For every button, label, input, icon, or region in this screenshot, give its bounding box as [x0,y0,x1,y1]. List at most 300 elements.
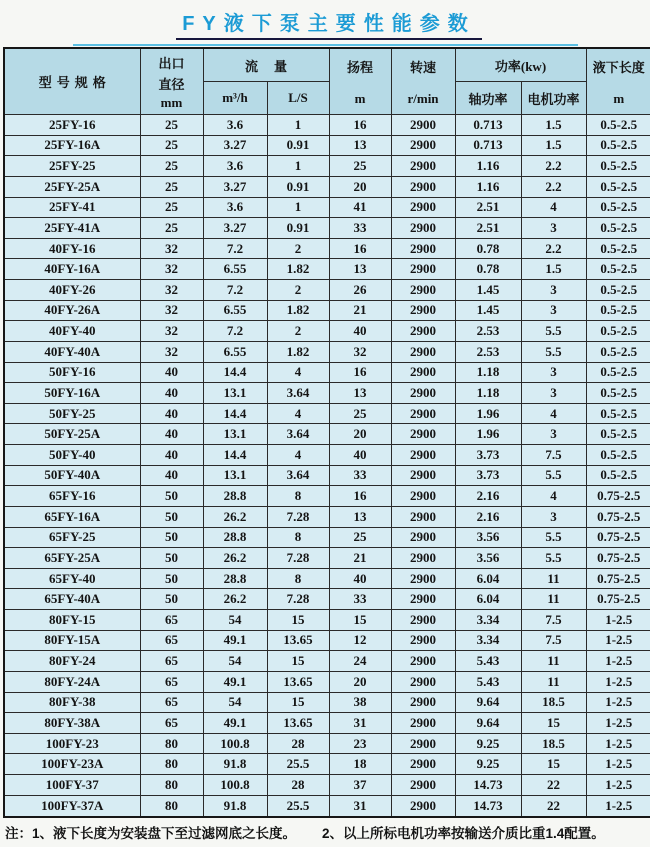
value-cell: 50 [140,486,203,507]
value-cell: 3.6 [203,115,267,136]
value-cell: 0.78 [455,238,521,259]
value-cell: 0.5-2.5 [586,135,650,156]
value-cell: 13 [329,135,391,156]
value-cell: 1-2.5 [586,733,650,754]
value-cell: 40 [140,465,203,486]
value-cell: 0.5-2.5 [586,321,650,342]
value-cell: 32 [140,259,203,280]
table-row [4,548,650,569]
title-rule [73,44,578,46]
value-cell: 28.8 [203,568,267,589]
value-cell: 13.65 [267,630,329,651]
value-cell: 1.82 [267,341,329,362]
value-cell: 7.28 [267,548,329,569]
value-cell: 25 [329,403,391,424]
value-cell: 0.5-2.5 [586,445,650,466]
value-cell: 2 [267,280,329,301]
value-cell: 3.56 [455,527,521,548]
value-cell: 7.2 [203,280,267,301]
value-cell: 50 [140,548,203,569]
value-cell: 3 [521,362,586,383]
model-cell: 25FY-41A [4,218,140,239]
value-cell: 15 [521,713,586,734]
value-cell: 28.8 [203,527,267,548]
value-cell: 0.91 [267,135,329,156]
model-cell: 50FY-25A [4,424,140,445]
model-cell: 65FY-40 [4,568,140,589]
model-cell: 65FY-25 [4,527,140,548]
value-cell: 40 [329,568,391,589]
value-cell: 1 [267,115,329,136]
value-cell: 1.5 [521,135,586,156]
value-cell: 2900 [391,651,455,672]
model-cell: 40FY-26 [4,280,140,301]
value-cell: 91.8 [203,795,267,816]
value-cell: 11 [521,568,586,589]
value-cell: 2900 [391,754,455,775]
value-cell: 2900 [391,176,455,197]
value-cell: 4 [267,403,329,424]
value-cell: 5.5 [521,527,586,548]
value-cell: 2900 [391,424,455,445]
value-cell: 6.04 [455,589,521,610]
col-header-shaft-power: 轴功率 [455,82,521,115]
value-cell: 18 [329,754,391,775]
value-cell: 0.75-2.5 [586,527,650,548]
value-cell: 2900 [391,197,455,218]
value-cell: 18.5 [521,733,586,754]
value-cell: 14.73 [455,775,521,796]
value-cell: 3 [521,383,586,404]
value-cell: 6.04 [455,568,521,589]
table-row [4,589,650,610]
value-cell: 26.2 [203,589,267,610]
model-cell: 40FY-40A [4,341,140,362]
value-cell: 22 [521,775,586,796]
value-cell: 2900 [391,630,455,651]
value-cell: 2.2 [521,156,586,177]
value-cell: 80 [140,795,203,816]
value-cell: 1-2.5 [586,630,650,651]
value-cell: 65 [140,713,203,734]
model-cell: 25FY-41 [4,197,140,218]
model-cell: 50FY-16 [4,362,140,383]
value-cell: 2900 [391,610,455,631]
value-cell: 14.73 [455,795,521,816]
value-cell: 14.4 [203,362,267,383]
model-cell: 100FY-23 [4,733,140,754]
value-cell: 5.43 [455,671,521,692]
value-cell: 9.25 [455,733,521,754]
value-cell: 0.75-2.5 [586,589,650,610]
value-cell: 0.75-2.5 [586,506,650,527]
value-cell: 40 [329,445,391,466]
value-cell: 4 [267,362,329,383]
value-cell: 32 [140,341,203,362]
value-cell: 13.1 [203,465,267,486]
model-cell: 65FY-40A [4,589,140,610]
table-row [4,135,650,156]
value-cell: 1-2.5 [586,671,650,692]
model-cell: 80FY-24 [4,651,140,672]
value-cell: 0.713 [455,135,521,156]
value-cell: 49.1 [203,630,267,651]
value-cell: 32 [329,341,391,362]
value-cell: 0.5-2.5 [586,424,650,445]
col-header-flow-label: 流量 [245,58,304,74]
table-row [4,713,650,734]
col-header-flow [203,48,329,82]
value-cell: 32 [140,300,203,321]
value-cell: 20 [329,424,391,445]
value-cell: 2900 [391,156,455,177]
value-cell: 1-2.5 [586,754,650,775]
value-cell: 25 [329,527,391,548]
table-row [4,733,650,754]
value-cell: 40 [140,383,203,404]
col-header-flow-ls: L/S [267,82,329,115]
col-header-depth [586,48,650,115]
value-cell: 2900 [391,775,455,796]
value-cell: 25 [140,218,203,239]
model-cell: 100FY-23A [4,754,140,775]
value-cell: 91.8 [203,754,267,775]
col-header-motor-power: 电机功率 [521,82,586,115]
value-cell: 0.75-2.5 [586,548,650,569]
value-cell: 1-2.5 [586,651,650,672]
value-cell: 28 [267,733,329,754]
speed-label: 转速 [410,59,437,75]
value-cell: 1.16 [455,176,521,197]
col-header-flow-m3h: m³/h [203,82,267,115]
value-cell: 50 [140,589,203,610]
table-row [4,362,650,383]
value-cell: 20 [329,671,391,692]
value-cell: 15 [267,692,329,713]
value-cell: 80 [140,775,203,796]
table-row [4,527,650,548]
value-cell: 38 [329,692,391,713]
value-cell: 3 [521,218,586,239]
value-cell: 9.64 [455,692,521,713]
value-cell: 32 [140,280,203,301]
table-row [4,115,650,136]
value-cell: 13.1 [203,383,267,404]
value-cell: 7.28 [267,506,329,527]
col-header-speed [391,48,455,115]
table-row [4,197,650,218]
model-cell: 80FY-38A [4,713,140,734]
value-cell: 2900 [391,465,455,486]
model-cell: 50FY-25 [4,403,140,424]
value-cell: 22 [521,795,586,816]
value-cell: 1 [267,197,329,218]
value-cell: 3.27 [203,135,267,156]
value-cell: 100.8 [203,733,267,754]
value-cell: 0.713 [455,115,521,136]
col-header-power-label: 功率(kw) [494,58,547,74]
table-row [4,176,650,197]
value-cell: 16 [329,238,391,259]
table-row [4,630,650,651]
value-cell: 2900 [391,671,455,692]
value-cell: 1.5 [521,259,586,280]
value-cell: 32 [140,238,203,259]
head-unit: m [354,90,366,106]
value-cell: 3.73 [455,465,521,486]
value-cell: 25.5 [267,795,329,816]
value-cell: 0.5-2.5 [586,218,650,239]
model-cell: 40FY-40 [4,321,140,342]
value-cell: 2900 [391,548,455,569]
model-cell: 80FY-24A [4,671,140,692]
value-cell: 18.5 [521,692,586,713]
model-cell: 25FY-16 [4,115,140,136]
table-row [4,156,650,177]
value-cell: 1 [267,156,329,177]
value-cell: 15 [267,651,329,672]
table-row [4,671,650,692]
value-cell: 33 [329,218,391,239]
table-body [4,115,650,817]
value-cell: 25 [140,135,203,156]
value-cell: 25 [140,156,203,177]
pump-spec-table [3,47,650,818]
value-cell: 2900 [391,362,455,383]
value-cell: 2.16 [455,486,521,507]
value-cell: 40 [140,424,203,445]
value-cell: 3.64 [267,465,329,486]
page-title: FY液下泵主要性能参数 [176,7,482,40]
footnote [5,822,605,842]
value-cell: 2900 [391,568,455,589]
value-cell: 1.96 [455,403,521,424]
value-cell: 100.8 [203,775,267,796]
speed-unit: r/min [407,90,439,106]
footnote-prefix: 注： [5,826,32,841]
table-row [4,506,650,527]
model-cell: 80FY-15 [4,610,140,631]
value-cell: 80 [140,733,203,754]
value-cell: 7.2 [203,321,267,342]
value-cell: 2.2 [521,176,586,197]
value-cell: 40 [140,403,203,424]
value-cell: 2900 [391,589,455,610]
footnote-note-2: 2、以上所标电机功率按输送介质比重1.4配置。 [322,826,605,841]
model-cell: 65FY-25A [4,548,140,569]
table-row [4,218,650,239]
value-cell: 1-2.5 [586,775,650,796]
model-cell: 40FY-26A [4,300,140,321]
col-header-model-label: 型号规格 [38,75,111,90]
value-cell: 8 [267,486,329,507]
value-cell: 33 [329,465,391,486]
value-cell: 1.82 [267,259,329,280]
value-cell: 0.5-2.5 [586,156,650,177]
head-label: 扬程 [347,59,374,75]
value-cell: 7.5 [521,630,586,651]
table-row [4,403,650,424]
value-cell: 1.45 [455,300,521,321]
value-cell: 32 [140,321,203,342]
value-cell: 2.16 [455,506,521,527]
model-cell: 50FY-16A [4,383,140,404]
value-cell: 65 [140,692,203,713]
table-header [4,48,650,115]
value-cell: 0.5-2.5 [586,176,650,197]
value-cell: 49.1 [203,671,267,692]
col-header-outlet-diameter [140,48,203,115]
value-cell: 65 [140,610,203,631]
table-row [4,775,650,796]
model-cell: 40FY-16 [4,238,140,259]
model-cell: 25FY-25 [4,156,140,177]
value-cell: 26.2 [203,548,267,569]
value-cell: 3.6 [203,197,267,218]
value-cell: 0.75-2.5 [586,486,650,507]
value-cell: 0.75-2.5 [586,568,650,589]
value-cell: 16 [329,115,391,136]
model-cell: 65FY-16 [4,486,140,507]
value-cell: 8 [267,568,329,589]
value-cell: 2900 [391,713,455,734]
value-cell: 2900 [391,692,455,713]
table-row [4,445,650,466]
value-cell: 23 [329,733,391,754]
value-cell: 2900 [391,135,455,156]
value-cell: 2900 [391,259,455,280]
value-cell: 11 [521,651,586,672]
value-cell: 25 [329,156,391,177]
value-cell: 2.53 [455,341,521,362]
table-row [4,651,650,672]
table-row [4,465,650,486]
value-cell: 13.1 [203,424,267,445]
table-row [4,341,650,362]
value-cell: 2900 [391,280,455,301]
value-cell: 0.5-2.5 [586,259,650,280]
value-cell: 40 [329,321,391,342]
model-cell: 100FY-37 [4,775,140,796]
value-cell: 0.5-2.5 [586,238,650,259]
value-cell: 20 [329,176,391,197]
value-cell: 15 [521,754,586,775]
value-cell: 13.65 [267,671,329,692]
value-cell: 3.34 [455,610,521,631]
value-cell: 2900 [391,238,455,259]
value-cell: 0.5-2.5 [586,383,650,404]
depth-label: 液下长度 [592,59,645,75]
value-cell: 1.5 [521,115,586,136]
value-cell: 3.73 [455,445,521,466]
table-row [4,300,650,321]
value-cell: 2900 [391,445,455,466]
value-cell: 4 [521,403,586,424]
value-cell: 5.5 [521,548,586,569]
model-cell: 40FY-16A [4,259,140,280]
value-cell: 16 [329,362,391,383]
value-cell: 2.2 [521,238,586,259]
table-row [4,238,650,259]
value-cell: 5.5 [521,465,586,486]
model-cell: 100FY-37A [4,795,140,816]
value-cell: 13.65 [267,713,329,734]
value-cell: 9.64 [455,713,521,734]
table-row [4,383,650,404]
value-cell: 11 [521,589,586,610]
table-row [4,568,650,589]
table-row [4,424,650,445]
value-cell: 21 [329,548,391,569]
table-row [4,280,650,301]
value-cell: 1.18 [455,362,521,383]
value-cell: 2900 [391,341,455,362]
model-cell: 50FY-40A [4,465,140,486]
value-cell: 1.96 [455,424,521,445]
value-cell: 7.2 [203,238,267,259]
table-row [4,321,650,342]
value-cell: 2.51 [455,197,521,218]
value-cell: 6.55 [203,341,267,362]
value-cell: 5.43 [455,651,521,672]
value-cell: 2900 [391,115,455,136]
value-cell: 3.64 [267,383,329,404]
value-cell: 40 [140,445,203,466]
value-cell: 40 [140,362,203,383]
value-cell: 3 [521,280,586,301]
outlet-unit: mm [160,94,183,110]
value-cell: 1-2.5 [586,610,650,631]
value-cell: 65 [140,671,203,692]
value-cell: 9.25 [455,754,521,775]
value-cell: 2900 [391,527,455,548]
value-cell: 0.5-2.5 [586,403,650,424]
value-cell: 54 [203,610,267,631]
value-cell: 4 [521,486,586,507]
value-cell: 0.91 [267,218,329,239]
value-cell: 31 [329,713,391,734]
value-cell: 7.28 [267,589,329,610]
value-cell: 0.91 [267,176,329,197]
value-cell: 3 [521,424,586,445]
model-cell: 25FY-16A [4,135,140,156]
value-cell: 25 [140,115,203,136]
value-cell: 3.64 [267,424,329,445]
value-cell: 2900 [391,218,455,239]
value-cell: 25 [140,197,203,218]
value-cell: 0.5-2.5 [586,115,650,136]
value-cell: 2900 [391,795,455,816]
value-cell: 80 [140,754,203,775]
value-cell: 3.34 [455,630,521,651]
outlet-line-1: 出口 [158,55,185,71]
value-cell: 1-2.5 [586,795,650,816]
model-cell: 25FY-25A [4,176,140,197]
footnote-note-1: 1、液下长度为安装盘下至过滤网底之长度。 [32,826,297,841]
value-cell: 2900 [391,300,455,321]
value-cell: 6.55 [203,300,267,321]
table-row [4,692,650,713]
value-cell: 54 [203,692,267,713]
col-header-power [455,48,586,82]
col-header-model [4,48,140,115]
value-cell: 21 [329,300,391,321]
value-cell: 6.55 [203,259,267,280]
value-cell: 24 [329,651,391,672]
value-cell: 14.4 [203,403,267,424]
value-cell: 2.53 [455,321,521,342]
table-row [4,754,650,775]
